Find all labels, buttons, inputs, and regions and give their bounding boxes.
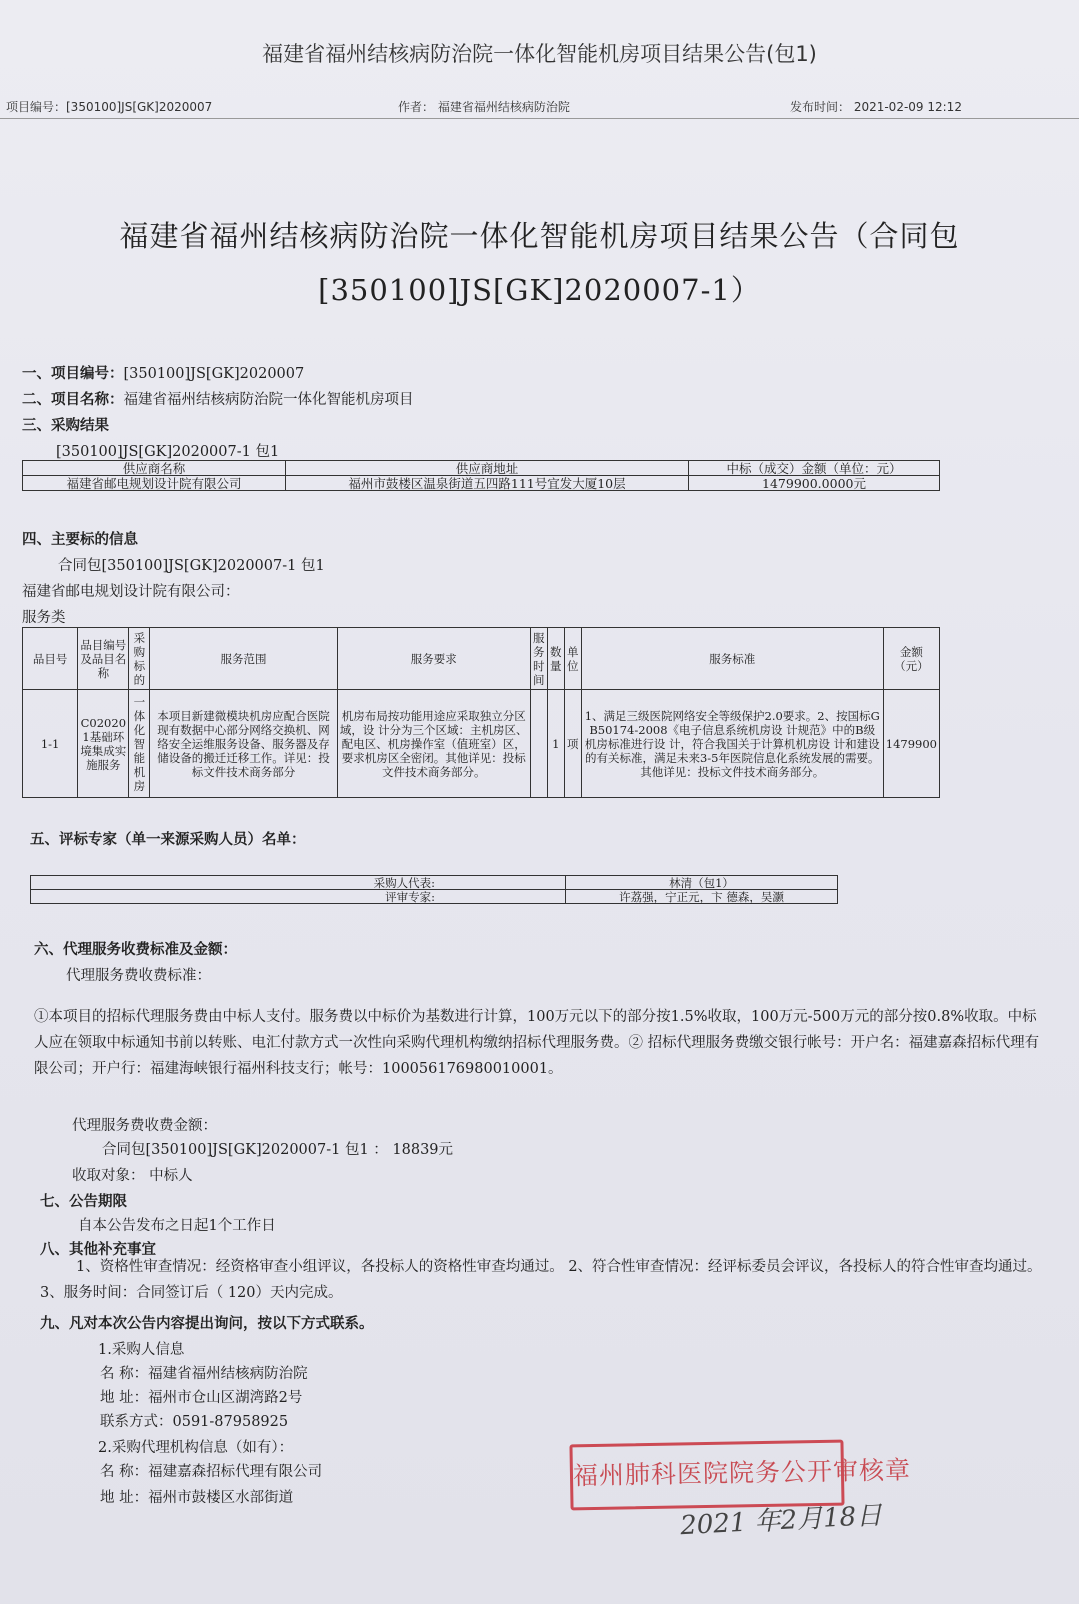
table-header-row [23,628,940,690]
table-row [31,890,838,904]
table-header-cell: 服务要求 [337,628,530,690]
service-time-cell [530,690,547,798]
section-agency-fee: 六、代理服务收费标准及金额： [34,942,237,958]
section-supplementary: 八、其他补充事宜 [40,1242,156,1258]
target-category: 服务类 [22,610,66,626]
table-header-cell: 服务标准 [581,628,883,690]
announcement-title-line2: [350100]JS[GK]2020007-1） [318,273,761,307]
target-package: 合同包[350100]JS[GK]2020007-1 包1 [58,558,325,574]
buyer-contact: 联系方式：0591-87958925 [100,1414,289,1430]
fee-amount-label: 代理服务费收费金额： [72,1118,217,1134]
section-project-name [22,388,414,409]
table-header-cell: 金额（元） [883,628,939,690]
table-header-cell: 采购标的 [129,628,150,690]
page-header-title: 福建省福州结核病防治院一体化智能机房项目结果公告(包1) [262,42,817,66]
expert-table [30,875,838,904]
item-name-cell: C020201基础环境集成实施服务 [78,690,129,798]
publish-time-meta: 发布时间： 2021-02-09 12:12 [790,100,962,114]
table-row [31,876,838,890]
section-contact: 九、凡对本次公告内容提出询问，按以下方式联系。 [40,1316,374,1332]
section-expert-list: 五、评标专家（单一来源采购人员）名单： [30,832,306,848]
result-package: [350100]JS[GK]2020007-1 包1 [56,444,280,460]
service-requirement-cell: 机房布局按功能用途应采取独立分区域，设 计分为三个区域：主机房区、配电区、机房操作室（值班室）区，要求机房区全密闭。其他详见：投标文件技术商务部分。 [337,690,530,798]
section-procurement-result: 三、采购结果 [22,418,109,434]
supplier-address-cell: 福州市鼓楼区温泉街道五四路111号宜发大厦10层 [286,476,689,491]
approval-stamp: 福州肺科医院院务公开审核章 [569,1440,844,1511]
expert-names-cell: 林清（包1） [566,876,838,890]
agent-info-title: 2.采购代理机构信息（如有）： [98,1440,294,1456]
fee-amount-text: 合同包[350100]JS[GK]2020007-1 包1 ： 18839元 [102,1142,454,1158]
expert-names-cell: 许荔强，宁正元，卞 德森，吴灏 [566,890,838,904]
table-row [23,690,940,798]
section-label: 一、项目编号： [22,366,124,382]
fee-payer: 收取对象： 中标人 [72,1168,193,1184]
header-divider [0,118,1079,119]
section-value: [350100]JS[GK]2020007 [123,366,305,382]
winning-amount-cell: 1479900.0000元 [689,476,940,491]
section-main-target-info: 四、主要标的信息 [22,532,138,548]
target-table [22,627,940,798]
buyer-name: 名 称：福建省福州结核病防治院 [100,1366,308,1382]
announcement-period-text: 自本公告发布之日起1个工作日 [78,1218,276,1234]
fee-standard-text: ①本项目的招标代理服务费由中标人支付。服务费以中标价为基数进行计算，100万元以下的部分按1.5%收取，100万元-500万元的部分按0.8%收取。中标人应在领取中标通知书前以转账、电汇付款方式一次性向采购代理机构缴纳招标代理服务费。② 招标代理服务费缴交银行帐号：开户名：福建嘉森招标代理有限公司；开户行：福建海峡银行福州科技支行；帐号：100056176980010001。 [34,1009,1040,1077]
table-header-cell: 服务范围 [150,628,337,690]
service-scope-cell: 本项目新建微模块机房应配合医院现有数据中心部分网络交换机、网络安全运维服务设备、服务器及存储设备的搬迁迁移工作。详见：投标文件技术商务部分 [150,690,337,798]
table-header-cell: 供应商地址 [286,461,689,476]
unit-cell: 项 [564,690,581,798]
section-value: 福建省福州结核病防治院一体化智能机房项目 [123,392,414,408]
supplier-name-cell: 福建省邮电规划设计院有限公司 [23,476,286,491]
item-number-cell: 1-1 [23,690,78,798]
table-header-cell: 供应商名称 [23,461,286,476]
table-header-cell: 服务时间 [530,628,547,690]
procurement-target-cell: 一体化智能机房 [129,690,150,798]
table-header-row [23,461,940,476]
author-meta: 作者： 福建省福州结核病防治院 [398,100,570,114]
table-header-cell: 中标（成交）金额（单位：元） [689,461,940,476]
supplementary-text: 1、资格性审查情况：经资格审查小组评议，各投标人的资格性审查均通过。 2、符合性审查情况：经评标委员会评议，各投标人的符合性审查均通过。 3、服务时间：合同签订后（ 120）天内完成。 [40,1259,1042,1301]
section-project-number [22,362,304,383]
expert-role-cell: 采购人代表: [31,876,566,890]
table-row [23,476,940,491]
result-table [22,460,940,491]
fee-standard-label: 代理服务费收费标准： [66,968,211,984]
project-number-meta: 项目编号：[350100]JS[GK]2020007 [6,100,213,114]
section-announcement-period: 七、公告期限 [40,1194,127,1210]
agent-name: 名 称：福建嘉森招标代理有限公司 [100,1464,323,1480]
agent-address: 地 址：福州市鼓楼区水部街道 [100,1490,294,1506]
quantity-cell: 1 [547,690,564,798]
section-label: 二、项目名称： [22,392,124,408]
amount-cell: 1479900 [883,690,939,798]
table-header-cell: 数量 [547,628,564,690]
table-header-cell: 单位 [564,628,581,690]
buyer-info-title: 1.采购人信息 [98,1342,185,1358]
service-standard-cell: 1、满足三级医院网络安全等级保护2.0要求。2、按国标GB50174-2008《电子信息系统机房设 计规范》中的B级机房标准进行设 计，符合我国关于计算机机房设 计和建设的有关标准，满足未来3-5年医院信息化系统发展的需要。其他详见：投标文件技术商务部分。 [581,690,883,798]
announcement-title-line1: 福建省福州结核病防治院一体化智能机房项目结果公告（合同包 [119,219,960,253]
table-header-cell: 品目号 [23,628,78,690]
target-supplier: 福建省邮电规划设计院有限公司： [22,584,240,600]
buyer-address: 地 址：福州市仓山区湖湾路2号 [100,1390,303,1406]
table-header-cell: 品目编号及品目名称 [78,628,129,690]
expert-role-cell: 评审专家: [31,890,566,904]
handwritten-date: 2021 年2月18日 [679,1500,883,1542]
